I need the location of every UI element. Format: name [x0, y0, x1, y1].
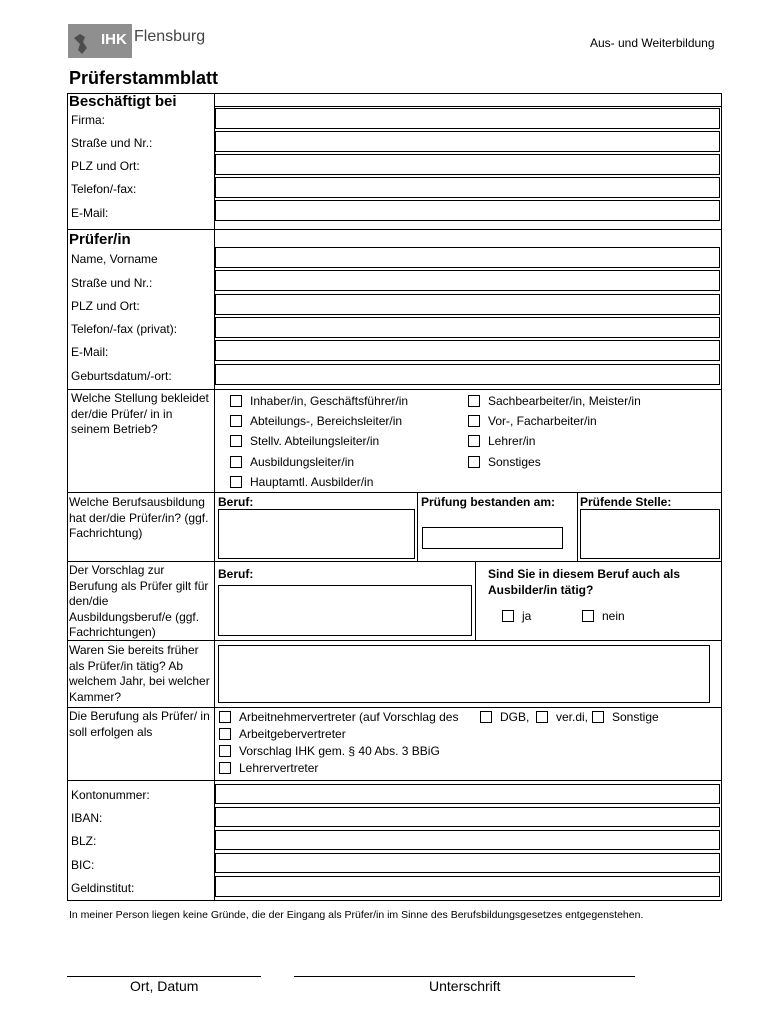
- bank-blz-input[interactable]: [215, 830, 720, 850]
- previous-question: Waren Sie bereits früher als Prüfer/in tätig? Ab welchem Jahr, bei welcher Kammer?: [69, 643, 210, 704]
- separator: [67, 492, 722, 493]
- place-date-line[interactable]: [67, 976, 261, 977]
- trainer-yes-checkbox[interactable]: [502, 610, 514, 622]
- trainer-yes-label: ja: [522, 609, 532, 623]
- examiner-phone-input[interactable]: [215, 317, 720, 338]
- training-question: Welche Berufsausbildung hat der/die Prüfer/in? (ggf. Fachrichtung): [69, 495, 209, 540]
- proposal-beruf-input[interactable]: [218, 585, 472, 636]
- bank-field-label: Kontonummer:: [71, 788, 150, 802]
- training-authority-label: Prüfende Stelle:: [580, 495, 672, 509]
- position-question: Welche Stellung bekleidet der/die Prüfer/ in in seinem Betrieb?: [71, 391, 209, 436]
- logo-city-text: Flensburg: [134, 28, 206, 45]
- ihk-logo: [68, 24, 206, 58]
- bank-field-label: IBAN:: [71, 811, 103, 825]
- employer-field-label: Straße und Nr.:: [71, 136, 153, 150]
- appointment-verdi-label: ver.di,: [556, 710, 589, 724]
- proposal-beruf-label: Beruf:: [218, 567, 254, 581]
- separator: [67, 561, 722, 562]
- previous-input[interactable]: [218, 645, 710, 703]
- appointment-dgb-checkbox[interactable]: [480, 711, 492, 723]
- training-exam-label: Prüfung bestanden am:: [421, 495, 556, 509]
- column-divider: [577, 492, 578, 561]
- examiner-city-input[interactable]: [215, 294, 720, 315]
- separator: [67, 389, 722, 390]
- department-label: Aus- und Weiterbildung: [590, 36, 715, 50]
- appointment-teacher-label: Lehrervertreter: [239, 761, 319, 775]
- bank-field-label: BLZ:: [71, 834, 97, 848]
- appointment-employer-checkbox[interactable]: [219, 728, 231, 740]
- training-beruf-label: Beruf:: [218, 495, 254, 509]
- declaration-text: In meiner Person liegen keine Gründe, die der Eingang als Prüfer/in im Sinne des Berufsbildungsgesetzes entgegenstehen.: [69, 909, 644, 921]
- examiner-name-input[interactable]: [215, 247, 720, 268]
- employer-heading: Beschäftigt bei: [69, 93, 177, 110]
- position-checkbox[interactable]: [230, 415, 242, 427]
- position-option-label: Stellv. Abteilungsleiter/in: [250, 434, 380, 448]
- position-checkbox[interactable]: [468, 456, 480, 468]
- position-checkbox[interactable]: [468, 415, 480, 427]
- position-option-label: Vor-, Facharbeiter/in: [488, 414, 597, 428]
- appointment-employer-label: Arbeitgebervertreter: [239, 727, 346, 741]
- bank-field-label: BIC:: [71, 858, 95, 872]
- proposal-question: Der Vorschlag zur Berufung als Prüfer gilt für den/die Ausbildungsberuf/e (ggf. Fachrichtungen): [69, 563, 209, 639]
- appointment-question: Die Berufung als Prüfer/ in soll erfolgen als: [69, 709, 210, 739]
- position-option-label: Hauptamtl. Ausbilder/in: [250, 475, 374, 489]
- bank-account-input[interactable]: [215, 784, 720, 804]
- bank-field-label: Geldinstitut:: [71, 881, 135, 895]
- examiner-email-input[interactable]: [215, 340, 720, 361]
- position-option-label: Ausbildungsleiter/in: [250, 455, 355, 469]
- employer-field-label: E-Mail:: [71, 206, 109, 220]
- employer-field-label: PLZ und Ort:: [71, 159, 140, 173]
- appointment-employee-checkbox[interactable]: [219, 711, 231, 723]
- employer-field-label: Firma:: [71, 113, 105, 127]
- position-option-label: Sonstiges: [488, 455, 541, 469]
- appointment-verdi-checkbox[interactable]: [536, 711, 548, 723]
- place-date-label: Ort, Datum: [130, 978, 199, 994]
- position-option-label: Abteilungs-, Bereichsleiter/in: [250, 414, 403, 428]
- appointment-ihk-checkbox[interactable]: [219, 745, 231, 757]
- position-option-label: Sachbearbeiter/in, Meister/in: [488, 394, 641, 408]
- examiner-street-input[interactable]: [215, 270, 720, 291]
- position-checkbox[interactable]: [230, 435, 242, 447]
- training-beruf-input[interactable]: [218, 509, 415, 559]
- examiner-heading: Prüfer/in: [69, 231, 131, 248]
- separator: [67, 229, 722, 230]
- column-divider: [417, 492, 418, 561]
- separator: [67, 780, 722, 781]
- logo-ihk-text: IHK: [101, 31, 127, 48]
- training-authority-input[interactable]: [580, 509, 720, 559]
- appointment-dgb-label: DGB,: [500, 710, 530, 724]
- employer-phone-input[interactable]: [215, 177, 720, 198]
- examiner-field-label: Geburtsdatum/-ort:: [71, 369, 172, 383]
- employer-street-input[interactable]: [215, 131, 720, 152]
- bank-iban-input[interactable]: [215, 807, 720, 827]
- appointment-teacher-checkbox[interactable]: [219, 762, 231, 774]
- trainer-no-label: nein: [602, 609, 625, 623]
- examiner-field-label: Telefon/-fax (privat):: [71, 322, 178, 336]
- employer-field-label: Telefon/-fax:: [71, 182, 137, 196]
- training-exam-date-input[interactable]: [422, 527, 563, 549]
- position-option-label: Lehrer/in: [488, 434, 536, 448]
- appointment-other-checkbox[interactable]: [592, 711, 604, 723]
- trainer-question: Sind Sie in diesem Beruf auch als Ausbilder/in tätig?: [488, 567, 681, 597]
- signature-label: Unterschrift: [429, 978, 501, 994]
- page-title: Prüferstammblatt: [69, 68, 219, 88]
- position-checkbox[interactable]: [230, 395, 242, 407]
- appointment-ihk-label: Vorschlag IHK gem. § 40 Abs. 3 BBiG: [239, 744, 440, 758]
- position-option-label: Inhaber/in, Geschäftsführer/in: [250, 394, 409, 408]
- employer-city-input[interactable]: [215, 154, 720, 175]
- column-divider: [475, 561, 476, 640]
- examiner-field-label: E-Mail:: [71, 345, 109, 359]
- appointment-other-label: Sonstige: [612, 710, 659, 724]
- signature-line[interactable]: [294, 976, 635, 977]
- position-checkbox[interactable]: [230, 456, 242, 468]
- separator: [214, 106, 722, 107]
- separator: [67, 707, 722, 708]
- position-checkbox[interactable]: [468, 395, 480, 407]
- position-checkbox[interactable]: [468, 435, 480, 447]
- examiner-birth-input[interactable]: [215, 364, 720, 385]
- bank-institute-input[interactable]: [215, 876, 720, 897]
- appointment-employee-label: Arbeitnehmervertreter (auf Vorschlag des: [239, 710, 459, 724]
- trainer-no-checkbox[interactable]: [582, 610, 594, 622]
- bank-bic-input[interactable]: [215, 853, 720, 873]
- employer-company-input[interactable]: [215, 108, 720, 129]
- examiner-field-label: PLZ und Ort:: [71, 299, 140, 313]
- employer-email-input[interactable]: [215, 200, 720, 221]
- logo-mark: [68, 24, 132, 58]
- examiner-field-label: Name, Vorname: [71, 252, 158, 266]
- position-checkbox[interactable]: [230, 476, 242, 488]
- examiner-field-label: Straße und Nr.:: [71, 276, 153, 290]
